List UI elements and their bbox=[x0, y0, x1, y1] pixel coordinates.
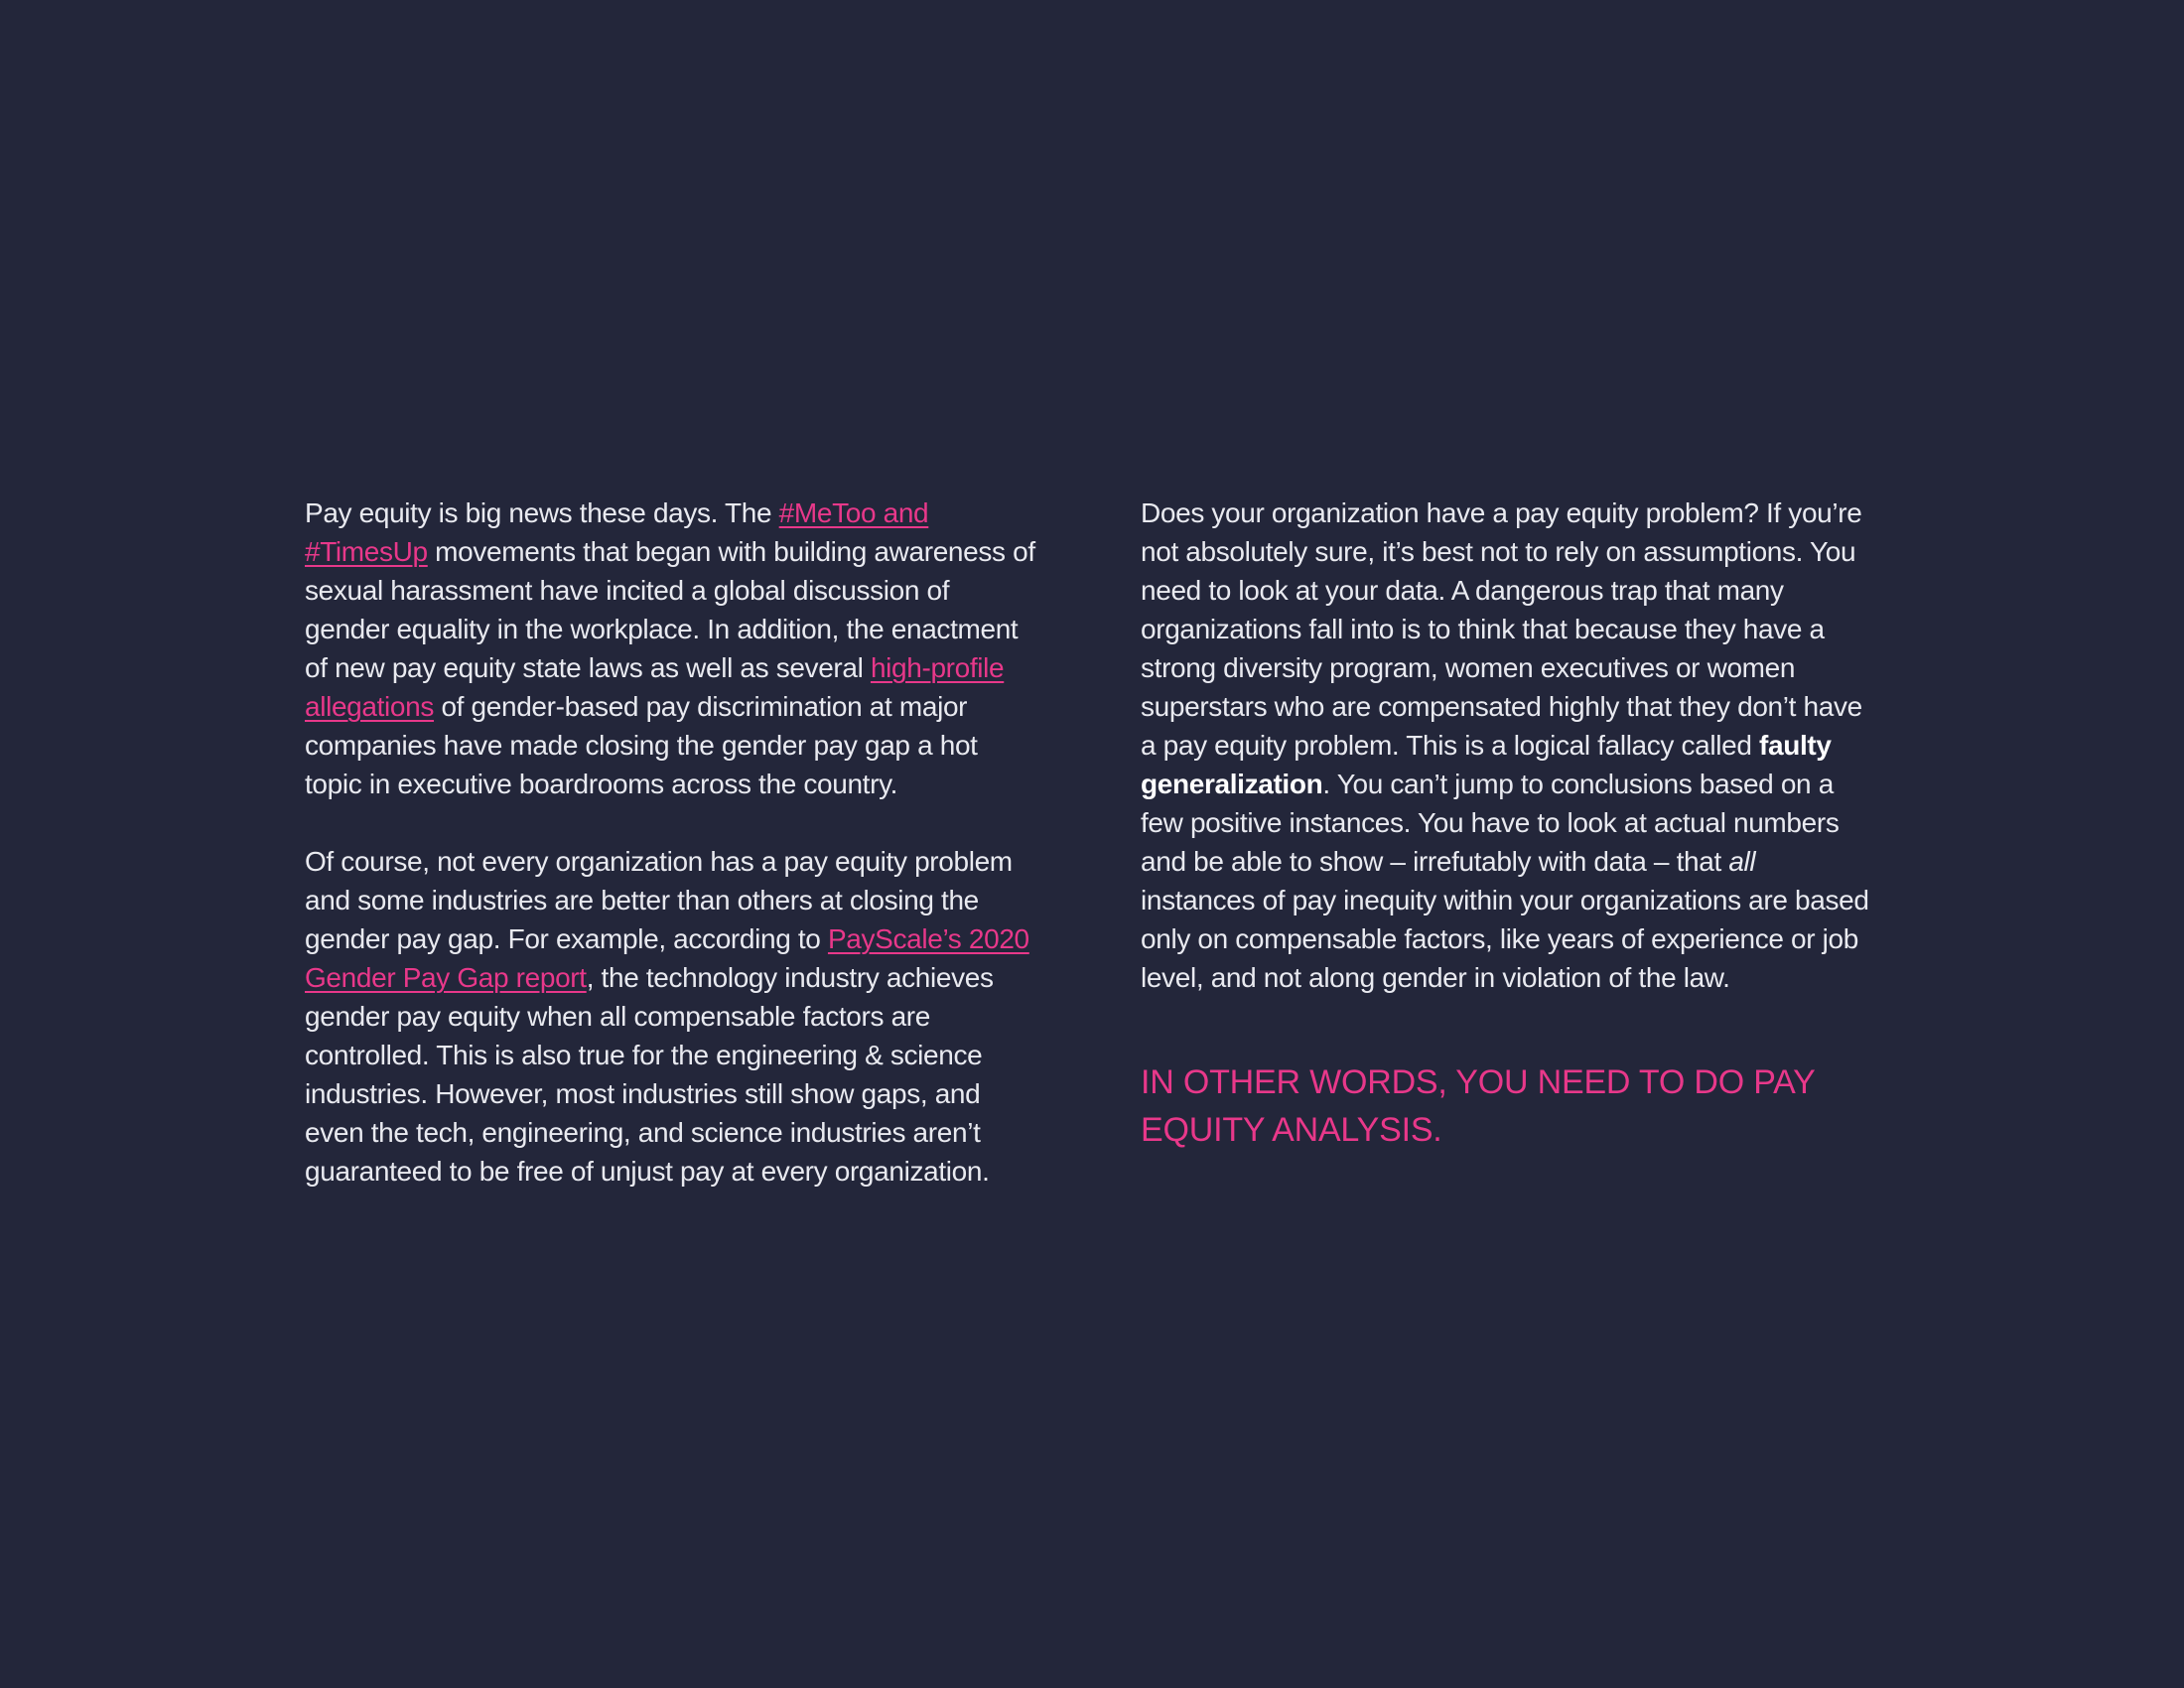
industry-text-1: Of course, not every organization has a pay equity problem and some industries are better than others at closing the gender pay gap. For example, according to bbox=[305, 846, 1013, 954]
right-column bbox=[1141, 493, 1875, 1154]
problem-text-3: instances of pay inequity within your organizations are based only on compensable factors, like years of experience or job level, and not along gender in violation of the law. bbox=[1141, 885, 1869, 993]
callout-heading: IN OTHER WORDS, YOU NEED TO DO PAY EQUITY ANALYSIS. bbox=[1141, 1063, 1815, 1149]
intro-text-1: Pay equity is big news these days. The bbox=[305, 497, 779, 528]
all-emphasis: all bbox=[1728, 846, 1756, 877]
intro-text-3: of gender-based pay discrimination at major companies have made closing the gender pay gap a hot topic in executive boardrooms across the country. bbox=[305, 691, 978, 799]
left-column bbox=[305, 493, 1039, 1191]
problem-text-1: Does your organization have a pay equity problem? If you’re not absolutely sure, it’s best not to rely on assumptions. You need to look at your data. A dangerous trap that many organizations fall into is to think that because they have a strong diversity program, women executives or women superstars who are compensated highly that they don’t have a pay equity problem. This is a logical fallacy called bbox=[1141, 497, 1862, 761]
faulty-generalization-term: faulty generalization bbox=[1141, 730, 1832, 799]
intro-text-2: movements that began with building awareness of sexual harassment have incited a global discussion of gender equality in the workplace. In addition, the enactment of new pay equity state laws as well as several bbox=[305, 536, 1035, 683]
industry-paragraph bbox=[305, 842, 1039, 1191]
intro-paragraph bbox=[305, 493, 1039, 803]
pay-equity-problem-paragraph bbox=[1141, 493, 1875, 997]
industry-text-2: , the technology industry achieves gender pay equity when all compensable factors are controlled. This is also true for the engineering & science industries. However, most industries still show gaps, and even the tech, engineering, and science industries aren’t guaranteed to be free of unjust pay at every organization. bbox=[305, 962, 994, 1187]
high-profile-allegations-link[interactable]: high-profile allegations bbox=[305, 652, 1005, 722]
problem-text-2: . You can’t jump to conclusions based on a few positive instances. You have to look at actual numbers and be able to show – irrefutably with data – that bbox=[1141, 769, 1840, 877]
payscale-report-link[interactable]: PayScale’s 2020 Gender Pay Gap report bbox=[305, 923, 1029, 993]
metoo-timesup-link[interactable]: #MeToo and #TimesUp bbox=[305, 497, 929, 567]
